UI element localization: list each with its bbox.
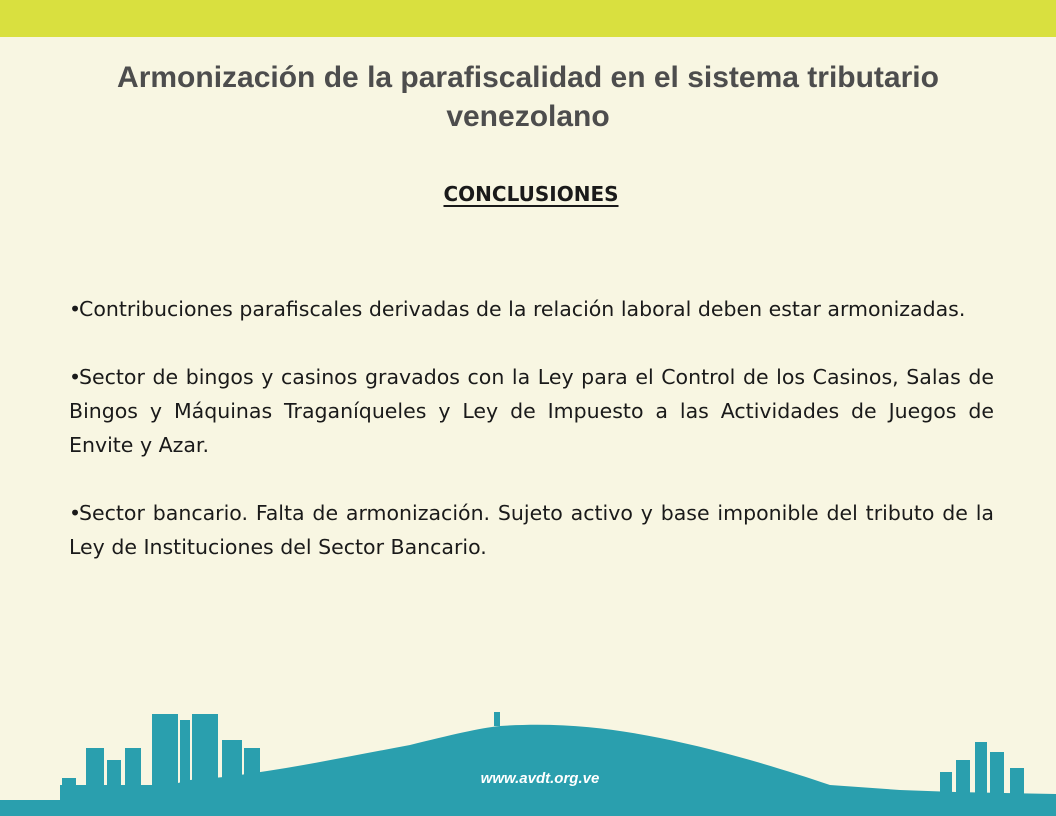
bullet-marker: • (69, 501, 82, 525)
bullet-text: Contribuciones parafiscales derivadas de la relación laboral deben estar armonizadas. (79, 297, 966, 321)
section-heading: CONCLUSIONES (443, 182, 619, 206)
city-skyline-illustration (0, 690, 1056, 816)
bullet-marker: • (69, 365, 82, 389)
footer-url: www.avdt.org.ve (480, 770, 600, 787)
bullet-text: Sector bancario. Falta de armonización. Sujeto activo y base imponible del tributo de la Ley de Instituciones del Sector Bancario. (69, 501, 994, 559)
list-item (69, 496, 994, 564)
slide-title: Armonización de la parafiscalidad en el sistema tributario venezolano (117, 61, 939, 133)
list-item (69, 292, 994, 326)
conclusions-list (69, 292, 994, 598)
bullet-text: Sector de bingos y casinos gravados con la Ley para el Control de los Casinos, Salas de Bingos y Máquinas Traganíqueles y Ley de Impuesto a las Actividades de Juegos de Envite y Azar. (69, 365, 994, 457)
list-item (69, 360, 994, 462)
top-accent-bar (0, 0, 1056, 37)
bullet-marker: • (69, 297, 82, 321)
